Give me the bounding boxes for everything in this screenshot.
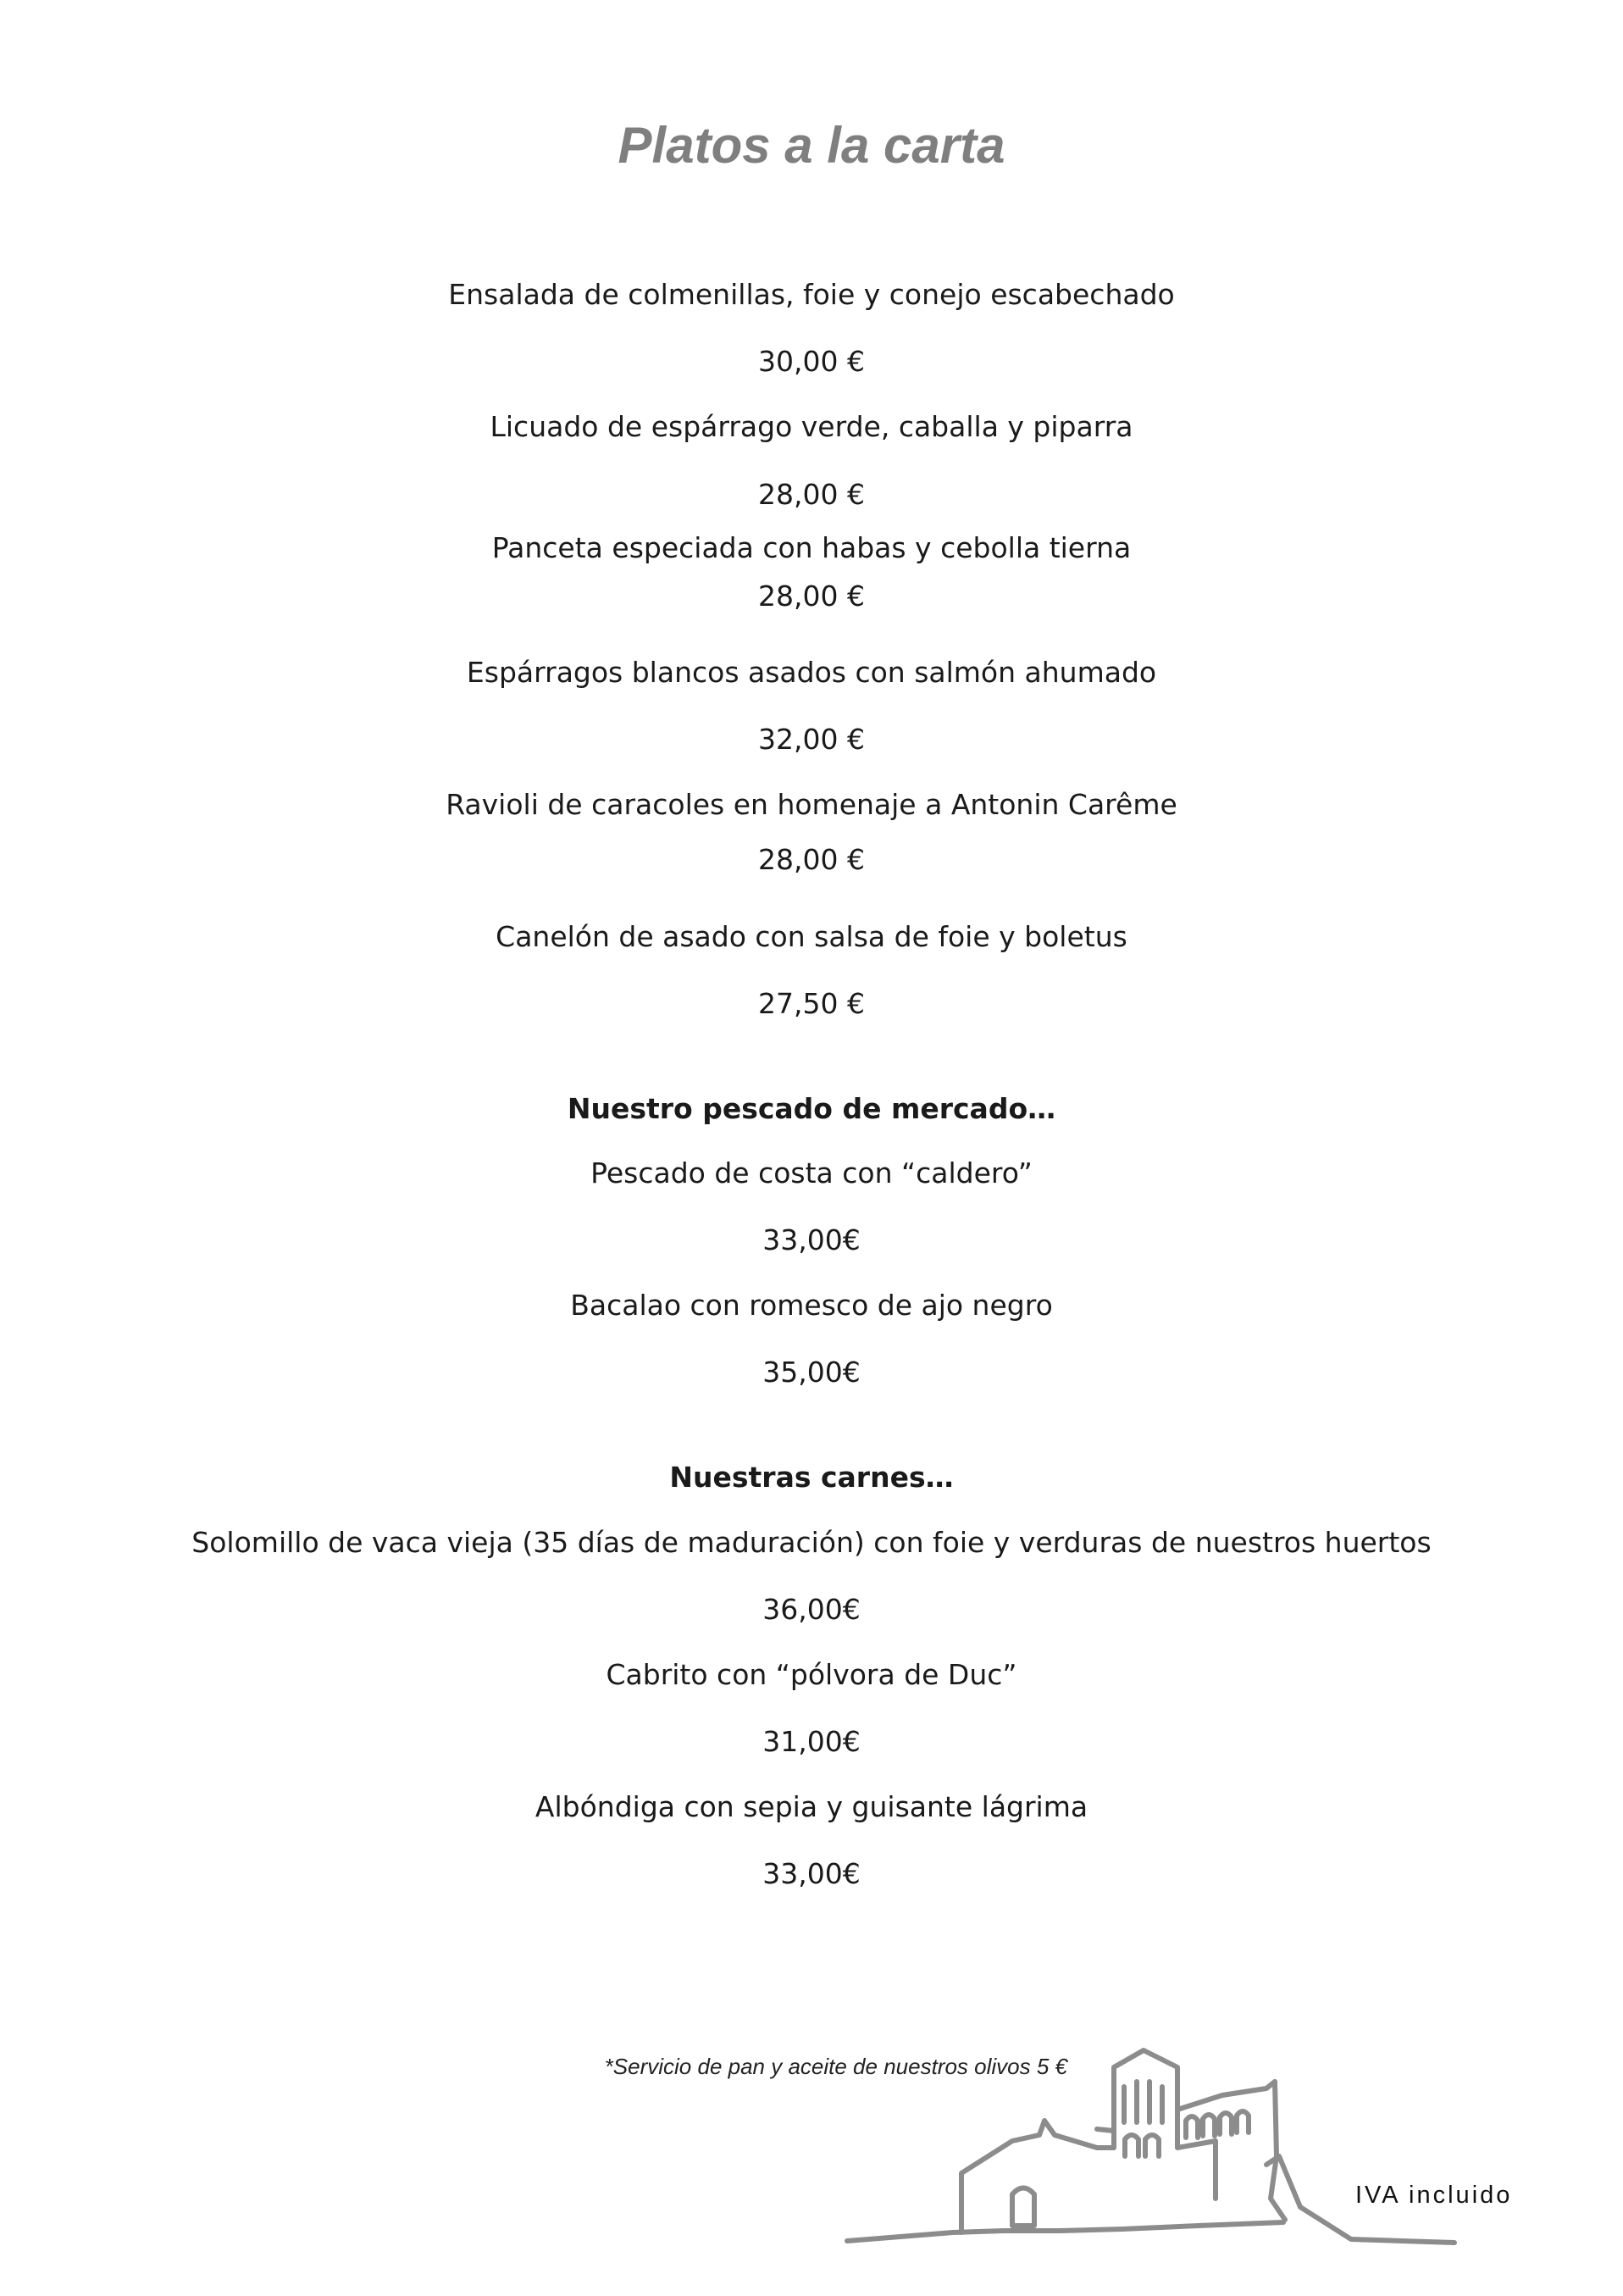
dish-price: 27,50 € <box>758 987 865 1020</box>
dish-name: Licuado de espárrago verde, caballa y piparra <box>490 410 1133 443</box>
bread-service-note: *Servicio de pan y aceite de nuestros olivos 5 € <box>604 2054 1067 2079</box>
monastery-logo <box>843 2029 1461 2275</box>
dish-name: Ravioli de caracoles en homenaje a Antonin Carême <box>446 788 1177 821</box>
dish-price: 28,00 € <box>758 580 865 613</box>
dish-name: Cabrito con “pólvora de Duc” <box>606 1658 1017 1691</box>
dish-name: Ensalada de colmenillas, foie y conejo escabechado <box>448 278 1175 311</box>
dish-price: 36,00€ <box>762 1593 861 1626</box>
dish-price: 35,00€ <box>762 1356 861 1389</box>
dish-price: 28,00 € <box>758 478 865 511</box>
vat-included-note: IVA incluido <box>1355 2182 1513 2209</box>
dish-name: Bacalao con romesco de ajo negro <box>570 1289 1053 1322</box>
dish-name: Albóndiga con sepia y guisante lágrima <box>535 1790 1088 1823</box>
dish-price: 32,00 € <box>758 723 865 756</box>
dish-price: 28,00 € <box>758 843 865 876</box>
dish-price: 33,00€ <box>762 1857 861 1890</box>
section-heading-meat: Nuestras carnes… <box>669 1461 954 1494</box>
dish-name: Pescado de costa con “caldero” <box>590 1156 1033 1190</box>
dish-name: Panceta especiada con habas y cebolla tierna <box>491 531 1132 564</box>
dish-name: Solomillo de vaca vieja (35 días de maduración) con foie y verduras de nuestros huertos <box>191 1526 1432 1559</box>
dish-name: Espárragos blancos asados con salmón ahumado <box>466 656 1157 689</box>
page-title: Platos a la carta <box>618 117 1005 174</box>
dish-price: 33,00€ <box>762 1223 861 1256</box>
dish-name: Canelón de asado con salsa de foie y boletus <box>496 920 1127 953</box>
dish-price: 31,00€ <box>762 1725 861 1758</box>
dish-price: 30,00 € <box>758 345 865 378</box>
section-heading-fish: Nuestro pescado de mercado… <box>567 1092 1056 1125</box>
